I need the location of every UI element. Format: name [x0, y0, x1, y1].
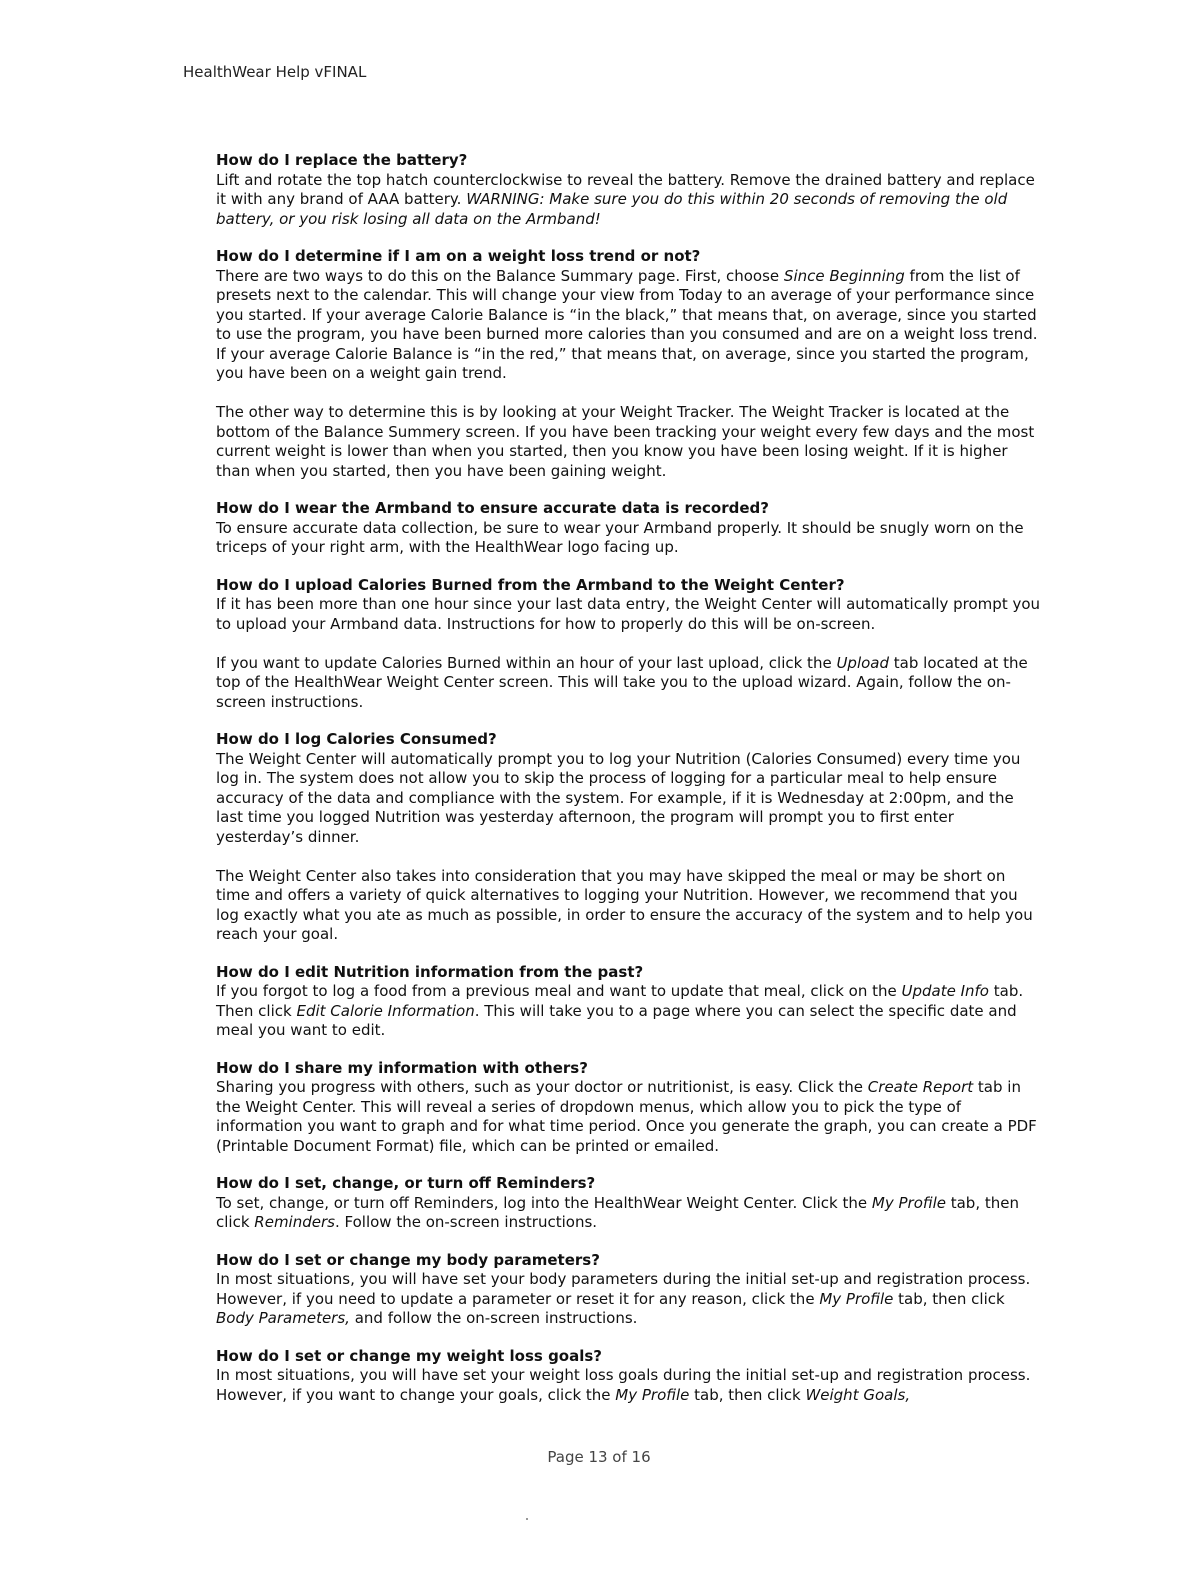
answer-text: tab in the Weight Center. This will reveal a series of dropdown menus, which allow you to pick the type of information you want to graph and for what time period. Once you generate the graph, you can create a PDF (Printable Document Format) file, which can be printed or emailed. — [216, 1078, 1037, 1155]
answer-text: and follow the on-screen instructions. — [349, 1309, 638, 1327]
answer-text: If you forgot to log a food from a previous meal and want to update that meal, click on the — [216, 982, 902, 1000]
faq-question: How do I log Calories Consumed? — [216, 730, 497, 748]
answer-text: In most situations, you will have set your body parameters during the initial set-up and registration process. However, if you need to update a parameter or reset it for any reason, click the — [216, 1270, 1031, 1308]
faq-section — [216, 963, 1042, 1041]
faq-question: How do I upload Calories Burned from the Armband to the Weight Center? — [216, 575, 845, 594]
emphasis-text: Weight Goals, — [805, 1385, 911, 1404]
scan-dot — [526, 1518, 528, 1520]
emphasis-text: My Profile — [819, 1289, 894, 1308]
emphasis-text: Body Parameters, — [216, 1309, 350, 1327]
emphasis-text: Reminders — [254, 1213, 335, 1231]
emphasis-text: WARNING: Make sure you do this within 20 seconds of removing the old battery, or you risk losing all data on the Armband! — [216, 190, 1008, 228]
page-number: Page 13 of 16 — [547, 1448, 651, 1466]
emphasis-text: Since Beginning — [783, 266, 905, 285]
answer-text: . This will take you to a page where you can select the specific date and meal you want to edit. — [216, 1001, 1017, 1039]
faq-answer-paragraph — [216, 519, 1042, 558]
answer-text: tab, then click — [893, 1289, 1005, 1308]
answer-text: If you want to update Calories Burned within an hour of your last upload, click the — [216, 653, 837, 672]
faq-section — [216, 1347, 1042, 1406]
faq-section — [216, 1174, 1042, 1233]
answer-text: from the list of presets next to the calendar. This will change your view from Today to an average of your performance since you started. If your average Calorie Balance is “in the black,” that means that, on average, since you started to use the program, you have been burned more calories than you consumed and are on a weight loss trend. If your average Calorie Balance is “in the red,” that means that, on average, since you started the program, you have been on a weight gain trend. — [216, 266, 1038, 382]
answer-text: tab, then click — [216, 1193, 1019, 1231]
faq-content — [216, 151, 1042, 1423]
faq-question: How do I set, change, or turn off Reminders? — [216, 1174, 596, 1192]
answer-text: The other way to determine this is by looking at your Weight Tracker. The Weight Tracker is located at the bottom of the Balance Summery screen. If you have been tracking your weight every few days and the most current weight is lower than when you started, then you know you have been losing weight. If it is higher than when you started, then you have been gaining weight. — [216, 403, 1035, 480]
faq-section — [216, 247, 1042, 481]
answer-text: tab, then click — [689, 1385, 806, 1404]
faq-section — [216, 730, 1042, 945]
faq-section — [216, 1059, 1042, 1157]
emphasis-text: My Profile — [871, 1193, 946, 1212]
faq-answer-paragraph — [216, 1366, 1042, 1405]
faq-answer-paragraph — [216, 867, 1042, 945]
faq-answer-paragraph — [216, 403, 1042, 481]
faq-answer-paragraph — [216, 267, 1042, 384]
faq-section — [216, 499, 1042, 558]
faq-section — [216, 151, 1042, 229]
faq-question: How do I wear the Armband to ensure accurate data is recorded? — [216, 499, 769, 517]
faq-answer-paragraph — [216, 982, 1042, 1041]
emphasis-text: My Profile — [615, 1385, 690, 1404]
document-header: HealthWear Help vFINAL — [183, 63, 367, 81]
faq-answer-paragraph — [216, 1078, 1042, 1156]
faq-answer-paragraph — [216, 1270, 1042, 1329]
answer-text: There are two ways to do this on the Balance Summary page. First, choose — [216, 266, 784, 285]
answer-text: To ensure accurate data collection, be sure to wear your Armband properly. It should be snugly worn on the triceps of your right arm, with the HealthWear logo facing up. — [216, 518, 1024, 556]
emphasis-text: Create Report — [867, 1078, 974, 1096]
faq-answer-paragraph — [216, 1194, 1042, 1233]
faq-section — [216, 576, 1042, 713]
answer-text: Lift and rotate the top hatch counterclockwise to reveal the battery. Remove the drained battery and replace it with any brand of AAA battery. — [216, 170, 1035, 208]
faq-answer-paragraph — [216, 171, 1042, 230]
emphasis-text: Update Info — [901, 982, 989, 1000]
answer-text: The Weight Center will automatically prompt you to log your Nutrition (Calories Consumed) every time you log in. The system does not allow you to skip the process of logging for a particular meal to help ensure accuracy of the data and compliance with the system. For example, if it is Wednesday at 2:00pm, and the last time you logged Nutrition was yesterday afternoon, the program will prompt you to first enter yesterday’s dinner. — [216, 749, 1021, 846]
faq-question: How do I replace the battery? — [216, 151, 468, 169]
faq-question: How do I determine if I am on a weight loss trend or not? — [216, 247, 701, 265]
emphasis-text: Upload — [836, 653, 890, 672]
faq-answer-paragraph — [216, 654, 1042, 713]
faq-question: How do I share my information with others? — [216, 1058, 588, 1077]
answer-text: To set, change, or turn off Reminders, log into the HealthWear Weight Center. Click the — [216, 1193, 872, 1212]
answer-text: If it has been more than one hour since your last data entry, the Weight Center will automatically prompt you to upload your Armband data. Instructions for how to properly do this will be on-screen. — [216, 595, 1041, 633]
faq-answer-paragraph — [216, 750, 1042, 848]
answer-text: tab. Then click — [216, 982, 1024, 1020]
faq-question: How do I set or change my body parameters? — [216, 1250, 600, 1269]
faq-question: How do I edit Nutrition information from the past? — [216, 962, 644, 981]
answer-text: tab located at the top of the HealthWear Weight Center screen. This will take you to the upload wizard. Again, follow the on-screen instructions. — [216, 653, 1028, 711]
answer-text: Sharing you progress with others, such as your doctor or nutritionist, is easy. Click the — [216, 1078, 868, 1096]
answer-text: . Follow the on-screen instructions. — [334, 1213, 598, 1231]
emphasis-text: Edit Calorie Information — [296, 1001, 475, 1020]
answer-text: In most situations, you will have set your weight loss goals during the initial set-up and registration process. However, if you want to change your goals, click the — [216, 1366, 1031, 1404]
faq-section — [216, 1251, 1042, 1329]
answer-text: The Weight Center also takes into consideration that you may have skipped the meal or may be short on time and offers a variety of quick alternatives to logging your Nutrition. However, we recommend that you log exactly what you ate as much as possible, in order to ensure the accuracy of the system and to help you reach your goal. — [216, 866, 1033, 943]
faq-answer-paragraph — [216, 595, 1042, 634]
faq-question: How do I set or change my weight loss goals? — [216, 1346, 603, 1365]
